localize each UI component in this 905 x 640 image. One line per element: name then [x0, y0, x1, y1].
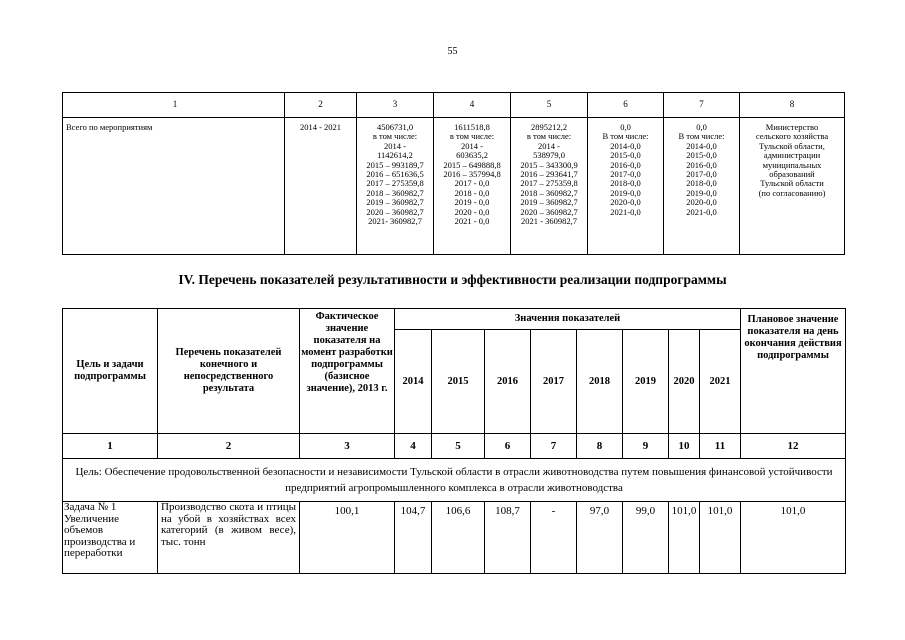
cell-line: 2015-0,0: [686, 150, 717, 161]
cell-line: 0,0: [620, 122, 631, 132]
year-value: 101,0: [669, 502, 700, 574]
cell-line: 2021- 360982,7: [368, 216, 422, 227]
table-row: [63, 118, 845, 255]
number-cell: 8: [577, 434, 623, 459]
indicators-table: [62, 308, 846, 574]
cell-line: 2895212,2: [530, 122, 568, 132]
cell-line: 1142614,2: [377, 150, 413, 161]
header-cell: 7: [664, 93, 740, 118]
col4-cell: [434, 118, 511, 255]
planned-value: 101,0: [741, 502, 846, 574]
cell-line: 2017 - 0,0: [454, 178, 490, 189]
year-header: 2020: [669, 330, 700, 434]
cell-line: 2014-0,0: [686, 140, 717, 151]
header-actual: Фактическое значение показателя на момент разработки подпрограммы (базисное значение), 2013 г.: [300, 309, 395, 434]
cell-line: сельского хозяйства: [755, 131, 829, 142]
cell-line: 2016-0,0: [686, 159, 717, 170]
year-header: 2021: [700, 330, 741, 434]
table-header-row: [63, 93, 845, 118]
year-header: 2014: [395, 330, 432, 434]
header-cell: 3: [357, 93, 434, 118]
number-cell: 2: [158, 434, 300, 459]
cell-line: В том числе:: [602, 131, 649, 142]
cell-line: 2021 - 0,0: [454, 216, 490, 227]
cell-line: 4506731,0: [376, 122, 414, 132]
year-value: 108,7: [485, 502, 531, 574]
header-cell: 8: [740, 93, 845, 118]
year-value: -: [531, 502, 577, 574]
year-value: 99,0: [623, 502, 669, 574]
cell-line: 2016 – 357994,8: [443, 169, 501, 180]
cell-line: 2017 – 275359,8: [520, 178, 578, 189]
cell-line: 2021-0,0: [610, 206, 641, 217]
cell-line: 2015 – 993189,7: [366, 159, 424, 170]
header-values: Значения показателей: [395, 309, 741, 330]
cell-line: 2019 – 360982,7: [520, 197, 578, 208]
number-cell: 3: [300, 434, 395, 459]
executor-cell: [740, 118, 845, 255]
header-goal: Цель и задачи подпрограммы: [63, 309, 158, 434]
cell-line: 2014-0,0: [610, 140, 641, 151]
cell-line: 2020 – 360982,7: [520, 206, 578, 217]
cell-line: 2016 – 293641,7: [520, 169, 578, 180]
cell-line: 2019-0,0: [610, 187, 641, 198]
cell-line: 2020-0,0: [610, 197, 641, 208]
number-cell: 4: [395, 434, 432, 459]
cell-line: 2019-0,0: [686, 187, 717, 198]
cell-line: 2019 – 360982,7: [366, 197, 424, 208]
number-cell: 10: [669, 434, 700, 459]
cell-line: 2015-0,0: [610, 150, 641, 161]
number-cell: 6: [485, 434, 531, 459]
header-cell: 5: [511, 93, 588, 118]
section-title: IV. Перечень показателей результативности и эффективности реализации подпрограммы: [178, 272, 727, 287]
cell-line: 2018 – 360982,7: [520, 187, 578, 198]
row-period: 2014 - 2021: [285, 118, 357, 255]
page-number: 55: [447, 46, 458, 57]
cell-line: 538979,0: [533, 150, 565, 161]
task-row: [63, 502, 846, 574]
col7-cell: [664, 118, 740, 255]
header-row-1: [63, 309, 846, 330]
header-cell: 6: [588, 93, 664, 118]
number-cell: 9: [623, 434, 669, 459]
cell-line: 2021-0,0: [686, 206, 717, 217]
goal-text: Цель: Обеспечение продовольственной безопасности и независимости Тульской области в отрасли животноводства путем повышения финансовой устойчивости предприятий агропромышленного комплекса в отрасли животноводства: [63, 459, 846, 502]
header-cell: 1: [63, 93, 285, 118]
year-header: 2019: [623, 330, 669, 434]
cell-line: (по согласованию): [758, 187, 826, 198]
year-value: 104,7: [395, 502, 432, 574]
cell-line: Тульской области: [760, 178, 824, 189]
cell-line: 2018 - 0,0: [454, 187, 490, 198]
goal-row: [63, 459, 846, 502]
cell-line: 2014 -: [461, 140, 483, 151]
cell-line: 2015 – 343300,9: [520, 159, 578, 170]
cell-line: 2016 – 651636,5: [366, 169, 424, 180]
year-header: 2015: [432, 330, 485, 434]
cell-line: 2016-0,0: [610, 159, 641, 170]
cell-line: 2017-0,0: [686, 169, 717, 180]
number-cell: 11: [700, 434, 741, 459]
header-cell: 4: [434, 93, 511, 118]
year-header: 2017: [531, 330, 577, 434]
cell-line: в том числе:: [526, 131, 572, 142]
cell-line: 603635,2: [456, 150, 488, 161]
cell-line: 2017-0,0: [610, 169, 641, 180]
row-label: Всего по мероприятиям: [63, 118, 285, 255]
cell-line: 2020 – 360982,7: [366, 206, 424, 217]
number-row: [63, 434, 846, 459]
col5-cell: [511, 118, 588, 255]
cell-line: 2020 - 0,0: [454, 206, 490, 217]
task-indicator: Производство скота и птицы на убой в хозяйствах всех категорий (в живом весе), тыс. тонн: [158, 502, 300, 574]
cell-line: в том числе:: [449, 131, 495, 142]
cell-line: муниципальных: [762, 159, 822, 170]
cell-line: 2021 - 360982,7: [521, 216, 577, 227]
cell-line: 0,0: [696, 122, 707, 132]
cell-line: 2018-0,0: [610, 178, 641, 189]
cell-line: образований: [769, 169, 815, 180]
cell-line: 2020-0,0: [686, 197, 717, 208]
cell-line: Тульской области,: [759, 140, 825, 151]
header-indicators: Перечень показателей конечного и непосредственного результата: [158, 309, 300, 434]
col3-cell: [357, 118, 434, 255]
cell-line: 2018-0,0: [686, 178, 717, 189]
number-cell: 5: [432, 434, 485, 459]
header-planned: Плановое значение показателя на день окончания действия подпрограммы: [741, 309, 846, 434]
cell-line: 2017 – 275359,8: [366, 178, 424, 189]
cell-line: В том числе:: [678, 131, 725, 142]
base-value: 100,1: [300, 502, 395, 574]
cell-line: 1611518,8: [454, 122, 490, 132]
number-cell: 1: [63, 434, 158, 459]
cell-line: в том числе:: [372, 131, 418, 142]
year-header: 2016: [485, 330, 531, 434]
year-header: 2018: [577, 330, 623, 434]
task-name: Задача № 1 Увеличение объемов производства и переработки: [63, 502, 158, 574]
cell-line: 2015 – 649888,8: [443, 159, 501, 170]
year-value: 101,0: [700, 502, 741, 574]
cell-line: Министерство: [765, 122, 819, 132]
cell-line: 2018 – 360982,7: [366, 187, 424, 198]
cell-line: 2014 -: [538, 140, 560, 151]
cell-line: администрации: [763, 150, 821, 161]
funding-table: [62, 92, 845, 255]
header-cell: 2: [285, 93, 357, 118]
number-cell: 12: [741, 434, 846, 459]
col6-cell: [588, 118, 664, 255]
cell-line: 2019 - 0,0: [454, 197, 490, 208]
number-cell: 7: [531, 434, 577, 459]
year-value: 106,6: [432, 502, 485, 574]
year-value: 97,0: [577, 502, 623, 574]
cell-line: 2014 -: [384, 140, 406, 151]
